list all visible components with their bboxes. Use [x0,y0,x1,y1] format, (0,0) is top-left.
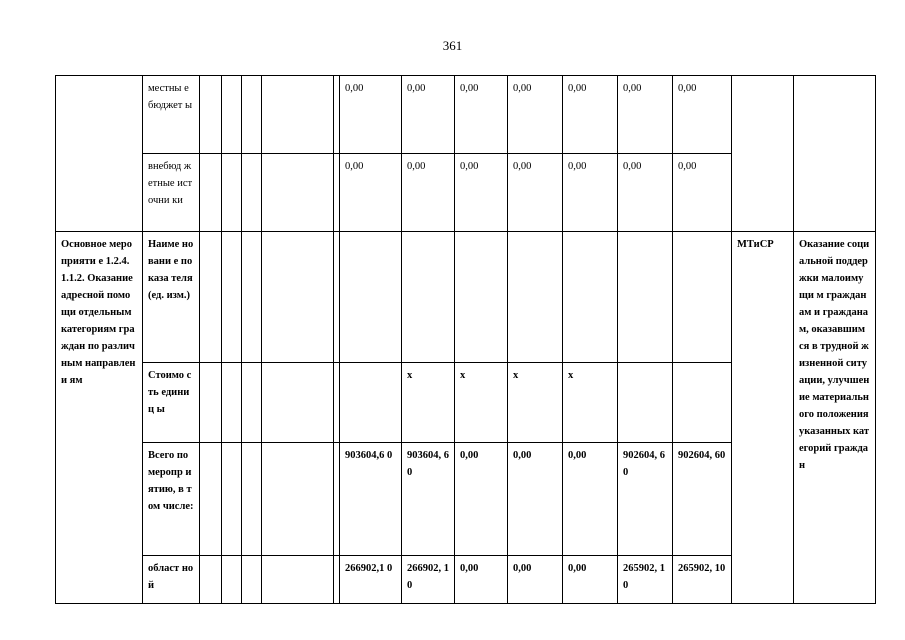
budget-table [55,75,876,604]
total-label: Всего по меропр иятию, в том числе: [143,443,200,556]
table-row: област ной 266902,1 0 266902, 10 0,00 0,00 0,00 265902, 10 265902, 10 [56,556,876,604]
table-row: Всего по меропр иятию, в том числе: 903604,6 0 903604, 60 0,00 0,00 0,00 902604, 60 902604, 60 [56,443,876,556]
table-row: местны е бюджет ы 0,00 0,00 0,00 0,00 0,00 0,00 0,00 [56,76,876,154]
source-label: внебюд жетные источни ки [143,154,200,232]
unit-cost-label: Стоимо сть единиц ы [143,363,200,443]
table-row: Стоимо сть единиц ы х х х х [56,363,876,443]
page-number: 361 [442,38,463,53]
indicator-label: Наиме новани е показа теля (ед. изм.) [143,232,200,363]
source-label: местны е бюджет ы [143,76,200,154]
table-row: внебюд жетные источни ки 0,00 0,00 0,00 0,00 0,00 0,00 0,00 [56,154,876,232]
executor: МТиСР [732,232,794,604]
table-row [56,232,876,363]
activity-title: Основное мероприяти е 1.2.4.1.1.2. Оказание адресной помощи отдельным категориям граждан по различным направлени ям [56,232,143,604]
regional-label: област ной [143,556,200,604]
expected-result: Оказание социальной поддержки малоимущи м гражданам и гражданам, оказавшим ся в трудной жизненной ситуации, улучшение материальн ого положения указанных категорий граждан [794,232,876,604]
